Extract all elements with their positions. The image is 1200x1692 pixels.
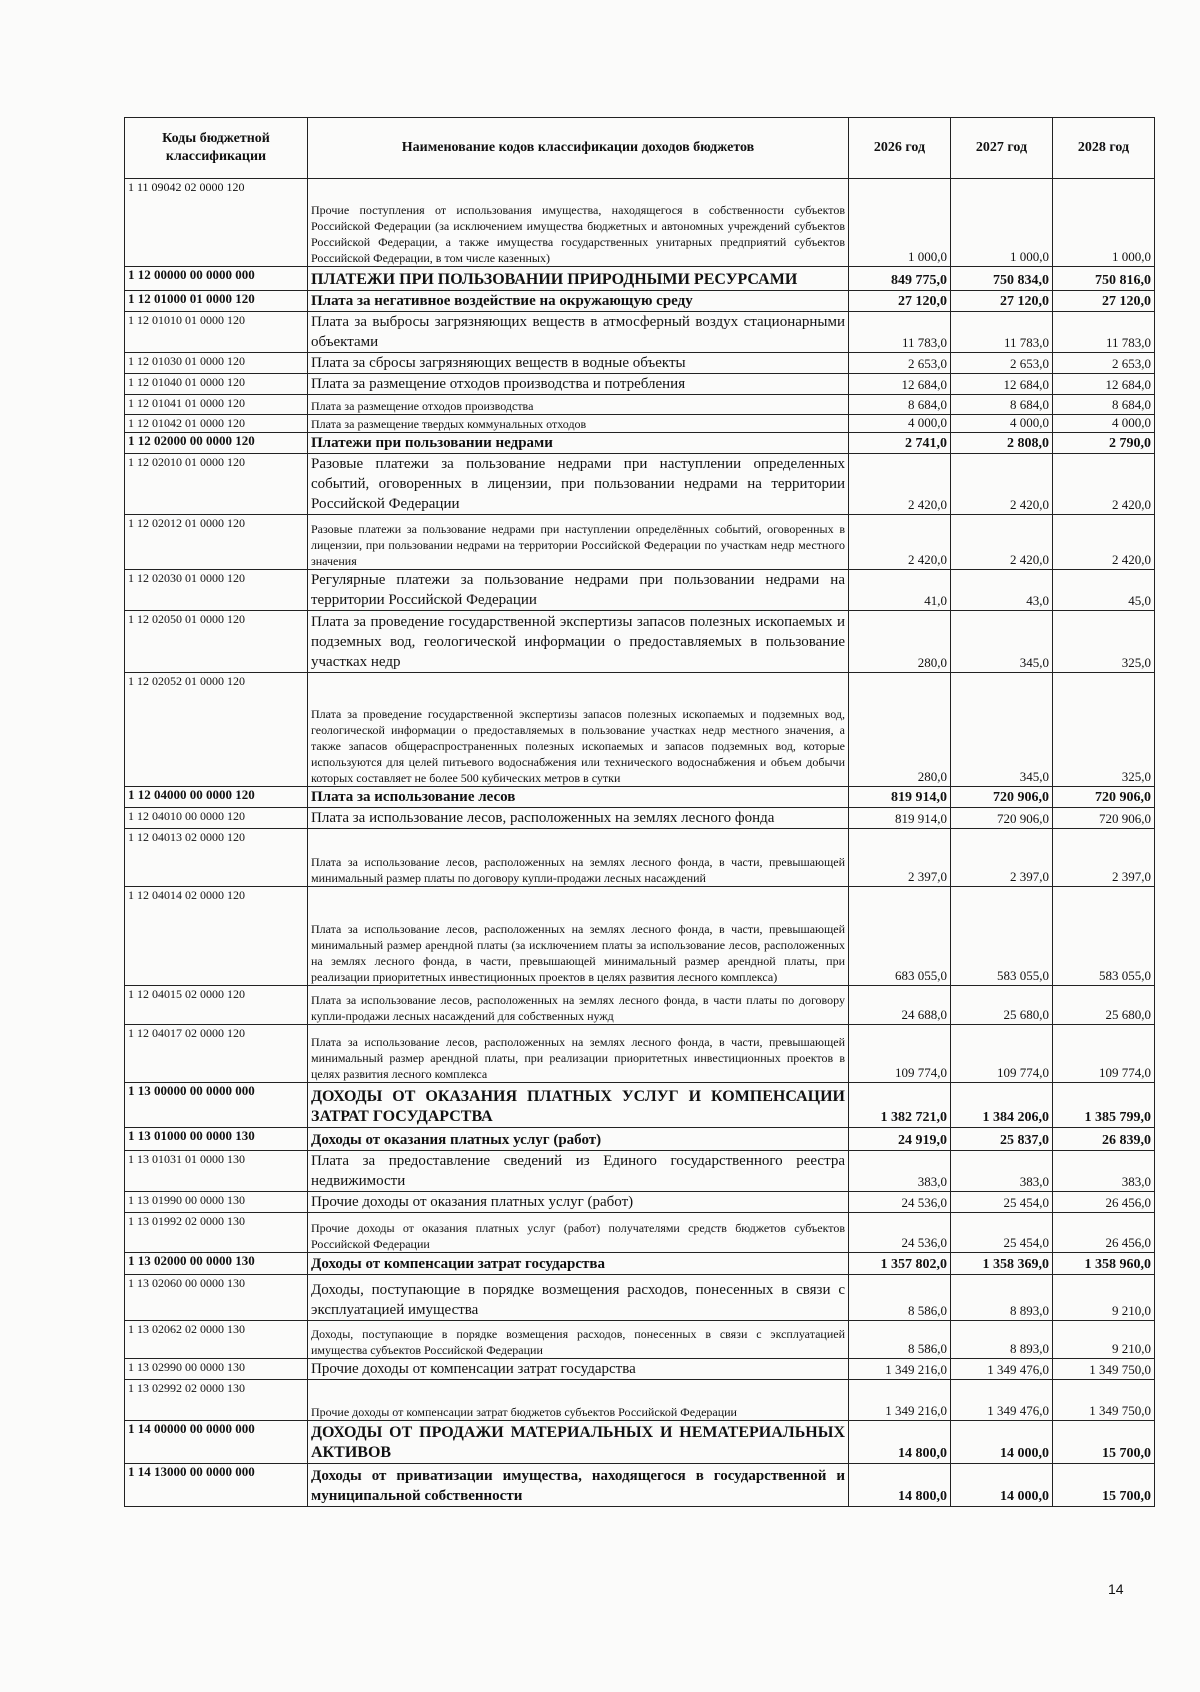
row-code: 1 12 01042 01 0000 120 [125,415,308,433]
row-value-2027: 43,0 [951,570,1053,611]
table-row [125,1025,1155,1083]
row-value-2027: 1 384 206,0 [951,1083,1053,1128]
row-value-2028: 25 680,0 [1053,986,1155,1025]
row-value-2026: 24 919,0 [849,1128,951,1151]
row-name: Плата за проведение государственной экспертизы запасов полезных ископаемых и подземных вод, геологической информации о предоставляемых в пользование участках недр местного значения, а также запасов общераспространенных полезных ископаемых и запасов подземных вод, которые используются для целей питьевого водоснабжения или технического водоснабжения и объем добычи которых составляет не более 500 кубических метров в сутки [308,673,849,787]
table-row [125,986,1155,1025]
budget-revenue-table [124,117,1155,1507]
table-row [125,808,1155,829]
row-code: 1 12 04010 00 0000 120 [125,808,308,829]
row-value-2027: 345,0 [951,611,1053,673]
row-value-2026: 2 653,0 [849,353,951,374]
row-name: Плата за сбросы загрязняющих веществ в водные объекты [308,353,849,374]
row-value-2027: 1 358 369,0 [951,1253,1053,1275]
row-value-2028: 26 839,0 [1053,1128,1155,1151]
table-row [125,179,1155,267]
row-value-2026: 2 741,0 [849,433,951,454]
header-name: Наименование кодов классификации доходов бюджетов [308,118,849,179]
row-value-2028: 9 210,0 [1053,1275,1155,1321]
row-value-2027: 14 000,0 [951,1421,1053,1464]
header-year-2027: 2027 год [951,118,1053,179]
table-row [125,673,1155,787]
row-value-2028: 1 000,0 [1053,179,1155,267]
row-value-2026: 819 914,0 [849,787,951,808]
row-value-2028: 325,0 [1053,673,1155,787]
row-name: Плата за использование лесов, расположенных на землях лесного фонда, в части платы по договору купли-продажи лесных насаждений для собственных нужд [308,986,849,1025]
row-value-2028: 109 774,0 [1053,1025,1155,1083]
row-value-2027: 383,0 [951,1151,1053,1192]
row-code: 1 13 01990 00 0000 130 [125,1192,308,1213]
row-value-2026: 14 800,0 [849,1421,951,1464]
row-value-2028: 12 684,0 [1053,374,1155,395]
table-row [125,1083,1155,1128]
table-row [125,395,1155,415]
row-value-2026: 1 349 216,0 [849,1380,951,1421]
row-value-2027: 1 349 476,0 [951,1380,1053,1421]
row-code: 1 13 02992 02 0000 130 [125,1380,308,1421]
row-value-2026: 2 420,0 [849,515,951,570]
row-value-2026: 11 783,0 [849,312,951,353]
row-code: 1 12 01041 01 0000 120 [125,395,308,415]
row-value-2026: 8 586,0 [849,1321,951,1359]
row-name: Плата за предоставление сведений из Единого государственного реестра недвижимости [308,1151,849,1192]
row-value-2026: 24 536,0 [849,1192,951,1213]
table-row [125,515,1155,570]
table-row [125,887,1155,986]
row-name: ДОХОДЫ ОТ ОКАЗАНИЯ ПЛАТНЫХ УСЛУГ И КОМПЕНСАЦИИ ЗАТРАТ ГОСУДАРСТВА [308,1083,849,1128]
row-value-2026: 8 586,0 [849,1275,951,1321]
row-code: 1 12 01040 01 0000 120 [125,374,308,395]
row-code: 1 13 02000 00 0000 130 [125,1253,308,1275]
row-value-2027: 1 000,0 [951,179,1053,267]
row-value-2027: 12 684,0 [951,374,1053,395]
row-code: 1 12 02000 00 0000 120 [125,433,308,454]
row-value-2028: 383,0 [1053,1151,1155,1192]
row-value-2026: 280,0 [849,673,951,787]
row-value-2027: 8 893,0 [951,1275,1053,1321]
row-value-2026: 2 420,0 [849,454,951,515]
row-name: Платежи при пользовании недрами [308,433,849,454]
table-row [125,1151,1155,1192]
row-value-2026: 41,0 [849,570,951,611]
row-name: Плата за размещение твердых коммунальных отходов [308,415,849,433]
row-name: Прочие доходы от оказания платных услуг (работ) [308,1192,849,1213]
row-value-2026: 383,0 [849,1151,951,1192]
row-value-2028: 1 358 960,0 [1053,1253,1155,1275]
row-value-2026: 1 382 721,0 [849,1083,951,1128]
row-code: 1 13 02062 02 0000 130 [125,1321,308,1359]
row-value-2026: 280,0 [849,611,951,673]
row-code: 1 13 01031 01 0000 130 [125,1151,308,1192]
row-code: 1 12 04014 02 0000 120 [125,887,308,986]
row-value-2028: 720 906,0 [1053,787,1155,808]
row-value-2028: 11 783,0 [1053,312,1155,353]
row-value-2028: 15 700,0 [1053,1421,1155,1464]
row-code: 1 13 01992 02 0000 130 [125,1213,308,1253]
row-name: ДОХОДЫ ОТ ПРОДАЖИ МАТЕРИАЛЬНЫХ И НЕМАТЕРИАЛЬНЫХ АКТИВОВ [308,1421,849,1464]
row-value-2027: 2 420,0 [951,454,1053,515]
row-value-2027: 25 680,0 [951,986,1053,1025]
row-code: 1 12 01010 01 0000 120 [125,312,308,353]
row-value-2027: 720 906,0 [951,787,1053,808]
row-value-2027: 14 000,0 [951,1464,1053,1507]
table-row [125,787,1155,808]
table-row [125,1321,1155,1359]
row-code: 1 14 13000 00 0000 000 [125,1464,308,1507]
row-name: Регулярные платежи за пользование недрами при пользовании недрами на территории Российской Федерации [308,570,849,611]
header-year-2026: 2026 год [849,118,951,179]
header-year-2028: 2028 год [1053,118,1155,179]
row-name: Прочие доходы от компенсации затрат государства [308,1359,849,1380]
row-value-2026: 683 055,0 [849,887,951,986]
row-value-2028: 1 385 799,0 [1053,1083,1155,1128]
row-code: 1 12 04013 02 0000 120 [125,829,308,887]
table-row [125,611,1155,673]
row-value-2026: 27 120,0 [849,291,951,312]
row-value-2028: 26 456,0 [1053,1192,1155,1213]
row-name: Доходы от компенсации затрат государства [308,1253,849,1275]
row-value-2027: 25 837,0 [951,1128,1053,1151]
row-code: 1 14 00000 00 0000 000 [125,1421,308,1464]
table-row [125,433,1155,454]
row-code: 1 12 02052 01 0000 120 [125,673,308,787]
row-name: Разовые платежи за пользование недрами при наступлении определенных событий, оговоренных в лицензии, при пользовании недрами на территории Российской Федерации [308,454,849,515]
row-code: 1 12 02030 01 0000 120 [125,570,308,611]
row-name: Разовые платежи за пользование недрами при наступлении определённых событий, оговоренных в лицензии, при пользовании недрами на территории Российской Федерации по участкам недр местного значения [308,515,849,570]
row-name: Плата за выбросы загрязняющих веществ в атмосферный воздух стационарными объектами [308,312,849,353]
row-code: 1 12 04017 02 0000 120 [125,1025,308,1083]
row-value-2027: 583 055,0 [951,887,1053,986]
row-value-2027: 345,0 [951,673,1053,787]
table-row [125,374,1155,395]
row-name: Плата за использование лесов [308,787,849,808]
row-value-2026: 24 688,0 [849,986,951,1025]
row-value-2026: 2 397,0 [849,829,951,887]
row-name: ПЛАТЕЖИ ПРИ ПОЛЬЗОВАНИИ ПРИРОДНЫМИ РЕСУРСАМИ [308,267,849,291]
row-value-2026: 1 349 216,0 [849,1359,951,1380]
row-name: Прочие доходы от оказания платных услуг (работ) получателями средств бюджетов субъектов Российской Федерации [308,1213,849,1253]
row-code: 1 12 04000 00 0000 120 [125,787,308,808]
row-value-2026: 109 774,0 [849,1025,951,1083]
row-value-2026: 849 775,0 [849,267,951,291]
page-number: 14 [1108,1581,1124,1597]
row-value-2027: 25 454,0 [951,1213,1053,1253]
row-value-2026: 14 800,0 [849,1464,951,1507]
row-value-2026: 12 684,0 [849,374,951,395]
row-code: 1 12 02050 01 0000 120 [125,611,308,673]
row-name: Доходы, поступающие в порядке возмещения расходов, понесенных в связи с эксплуатацией имущества [308,1275,849,1321]
row-value-2027: 2 397,0 [951,829,1053,887]
row-value-2028: 325,0 [1053,611,1155,673]
row-value-2027: 4 000,0 [951,415,1053,433]
row-name: Доходы от оказания платных услуг (работ) [308,1128,849,1151]
table-row [125,415,1155,433]
row-code: 1 13 00000 00 0000 000 [125,1083,308,1128]
row-value-2026: 8 684,0 [849,395,951,415]
row-value-2028: 583 055,0 [1053,887,1155,986]
row-value-2026: 1 357 802,0 [849,1253,951,1275]
table-row [125,291,1155,312]
row-value-2028: 26 456,0 [1053,1213,1155,1253]
row-value-2028: 2 420,0 [1053,454,1155,515]
row-value-2028: 1 349 750,0 [1053,1380,1155,1421]
row-value-2026: 24 536,0 [849,1213,951,1253]
row-value-2027: 720 906,0 [951,808,1053,829]
table-row [125,1359,1155,1380]
row-code: 1 12 04015 02 0000 120 [125,986,308,1025]
row-value-2027: 2 808,0 [951,433,1053,454]
row-name: Плата за проведение государственной экспертизы запасов полезных ископаемых и подземных вод, геологической информации о предоставляемых в пользование участках недр [308,611,849,673]
table-row [125,570,1155,611]
row-name: Прочие доходы от компенсации затрат бюджетов субъектов Российской Федерации [308,1380,849,1421]
row-value-2027: 25 454,0 [951,1192,1053,1213]
row-value-2028: 2 790,0 [1053,433,1155,454]
table-row [125,1128,1155,1151]
row-value-2027: 8 684,0 [951,395,1053,415]
table-row [125,454,1155,515]
table-row [125,1253,1155,1275]
table-row [125,1421,1155,1464]
row-value-2028: 15 700,0 [1053,1464,1155,1507]
table-row [125,1192,1155,1213]
table-row [125,1380,1155,1421]
row-value-2027: 2 653,0 [951,353,1053,374]
table-row [125,1275,1155,1321]
row-name: Прочие поступления от использования имущества, находящегося в собственности субъектов Российской Федерации (за исключением имущества бюджетных и автономных учреждений субъектов Российской Федерации, а также имущества государственных унитарных предприятий субъектов Российской Федерации, в том числе казенных) [308,179,849,267]
row-name: Плата за использование лесов, расположенных на землях лесного фонда, в части, превышающей минимальный размер арендной платы, при реализации приоритетных инвестиционных проектов в целях развития лесного комплекса [308,1025,849,1083]
row-value-2028: 9 210,0 [1053,1321,1155,1359]
row-code: 1 11 09042 02 0000 120 [125,179,308,267]
row-value-2028: 2 420,0 [1053,515,1155,570]
header-code: Коды бюджетной классификации [125,118,308,179]
row-value-2028: 2 397,0 [1053,829,1155,887]
row-value-2026: 1 000,0 [849,179,951,267]
row-value-2027: 8 893,0 [951,1321,1053,1359]
row-name: Плата за негативное воздействие на окружающую среду [308,291,849,312]
row-value-2026: 4 000,0 [849,415,951,433]
row-value-2027: 109 774,0 [951,1025,1053,1083]
row-code: 1 12 02012 01 0000 120 [125,515,308,570]
row-value-2028: 750 816,0 [1053,267,1155,291]
table-row [125,267,1155,291]
row-code: 1 12 02010 01 0000 120 [125,454,308,515]
row-name: Доходы от приватизации имущества, находящегося в государственной и муниципальной собственности [308,1464,849,1507]
row-value-2028: 8 684,0 [1053,395,1155,415]
row-value-2027: 27 120,0 [951,291,1053,312]
row-value-2028: 4 000,0 [1053,415,1155,433]
row-code: 1 12 01030 01 0000 120 [125,353,308,374]
row-code: 1 13 02060 00 0000 130 [125,1275,308,1321]
row-value-2027: 750 834,0 [951,267,1053,291]
table-header-row [125,118,1155,179]
row-name: Доходы, поступающие в порядке возмещения расходов, понесенных в связи с эксплуатацией имущества субъектов Российской Федерации [308,1321,849,1359]
row-code: 1 13 01000 00 0000 130 [125,1128,308,1151]
row-name: Плата за использование лесов, расположенных на землях лесного фонда, в части, превышающей минимальный размер арендной платы (за исключением платы за использование лесов, расположенных на землях лесного фонда, в части, превышающей минимальный размер арендной платы, при реализации приоритетных инвестиционных проектов в целях развития лесного комплекса) [308,887,849,986]
table-row [125,1213,1155,1253]
row-value-2028: 45,0 [1053,570,1155,611]
row-name: Плата за размещение отходов производства [308,395,849,415]
row-value-2027: 2 420,0 [951,515,1053,570]
row-value-2028: 1 349 750,0 [1053,1359,1155,1380]
row-value-2027: 11 783,0 [951,312,1053,353]
row-name: Плата за использование лесов, расположенных на землях лесного фонда, в части, превышающей минимальный размер платы по договору купли-продажи лесных насаждений [308,829,849,887]
row-value-2027: 1 349 476,0 [951,1359,1053,1380]
row-code: 1 12 00000 00 0000 000 [125,267,308,291]
table-row [125,829,1155,887]
row-value-2028: 2 653,0 [1053,353,1155,374]
row-value-2028: 720 906,0 [1053,808,1155,829]
table-row [125,312,1155,353]
row-value-2028: 27 120,0 [1053,291,1155,312]
row-code: 1 12 01000 01 0000 120 [125,291,308,312]
row-name: Плата за размещение отходов производства и потребления [308,374,849,395]
row-code: 1 13 02990 00 0000 130 [125,1359,308,1380]
row-name: Плата за использование лесов, расположенных на землях лесного фонда [308,808,849,829]
row-value-2026: 819 914,0 [849,808,951,829]
table-row [125,353,1155,374]
table-row [125,1464,1155,1507]
